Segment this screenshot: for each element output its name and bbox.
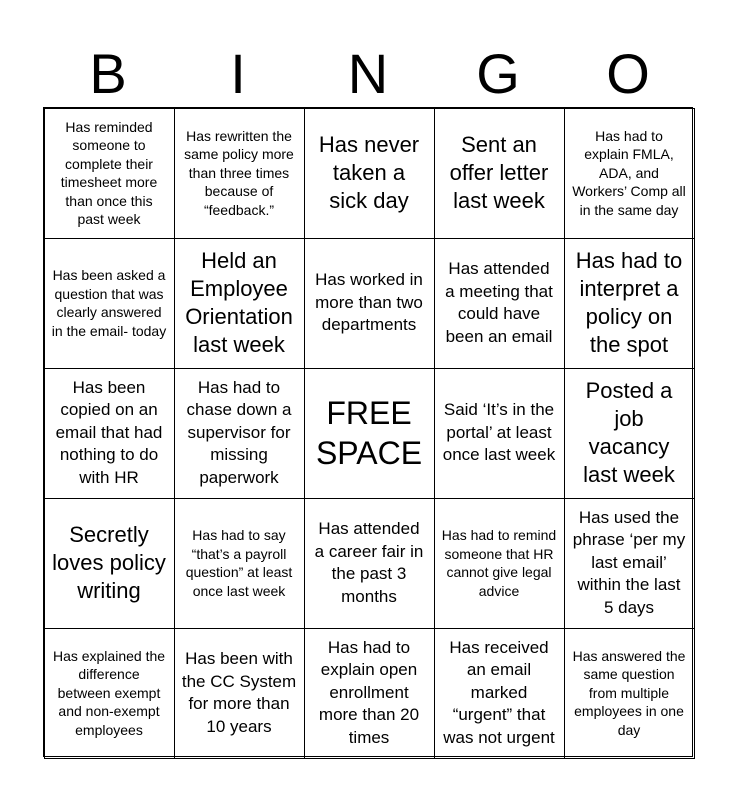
- bingo-cell[interactable]: [564, 628, 695, 759]
- cell-text: Has answered the same question from multiple employees in one day: [572, 647, 686, 738]
- header-letter-b: B: [89, 42, 127, 105]
- bingo-grid: [43, 107, 693, 757]
- bingo-cell[interactable]: [174, 108, 305, 239]
- cell-text: Posted a job vacancy last week: [583, 378, 675, 487]
- cell-text: Has had to explain FMLA, ADA, and Workers’ Comp all in the same day: [572, 127, 686, 218]
- cell-text: Has explained the difference between exempt and non-exempt employees: [52, 647, 166, 738]
- cell-text: Has never taken a sick day: [318, 132, 420, 213]
- bingo-cell[interactable]: [564, 108, 695, 239]
- free-space-cell[interactable]: [304, 368, 435, 499]
- bingo-cell[interactable]: [174, 238, 305, 369]
- bingo-cell[interactable]: [44, 108, 175, 239]
- cell-text: Has been asked a question that was clearly answered in the email- today: [51, 267, 167, 339]
- cell-text: Held an Employee Orientation last week: [185, 248, 293, 357]
- cell-text: Has had to explain open enrollment more than 20 times: [318, 637, 420, 747]
- bingo-cell[interactable]: [174, 498, 305, 629]
- bingo-header: [43, 40, 693, 108]
- cell-text: Has attended a career fair in the past 3 months: [314, 519, 424, 606]
- bingo-cell[interactable]: [44, 368, 175, 499]
- cell-text: Has had to chase down a supervisor for missing paperwork: [186, 377, 292, 487]
- bingo-cell[interactable]: [304, 628, 435, 759]
- cell-text: Has had to interpret a policy on the spot: [575, 248, 683, 357]
- bingo-cell[interactable]: [434, 238, 565, 369]
- cell-text: Has rewritten the same policy more than three times because of “feedback.”: [184, 127, 294, 218]
- bingo-cell[interactable]: [564, 368, 695, 499]
- bingo-cell[interactable]: [564, 498, 695, 629]
- cell-text: Has attended a meeting that could have been an email: [445, 259, 553, 346]
- bingo-cell[interactable]: [174, 368, 305, 499]
- bingo-cell[interactable]: [434, 368, 565, 499]
- cell-text: Has worked in more than two departments: [315, 270, 423, 335]
- header-letter-o: O: [606, 42, 650, 105]
- cell-text: FREE SPACE: [315, 395, 423, 471]
- bingo-cell[interactable]: [304, 108, 435, 239]
- bingo-cell[interactable]: [434, 108, 565, 239]
- cell-text: Has received an email marked “urgent” that was not urgent: [443, 637, 555, 747]
- cell-text: Secretly loves policy writing: [52, 522, 166, 603]
- cell-text: Sent an offer letter last week: [449, 132, 549, 213]
- bingo-cell[interactable]: [44, 628, 175, 759]
- header-letter-g: G: [476, 42, 520, 105]
- bingo-cell[interactable]: [434, 498, 565, 629]
- header-letter-i: I: [230, 42, 246, 105]
- bingo-cell[interactable]: [564, 238, 695, 369]
- cell-text: Has been copied on an email that had nothing to do with HR: [55, 377, 163, 487]
- bingo-cell[interactable]: [174, 628, 305, 759]
- cell-text: Has reminded someone to complete their timesheet more than once this past week: [60, 118, 158, 227]
- bingo-cell[interactable]: [434, 628, 565, 759]
- bingo-cell[interactable]: [44, 238, 175, 369]
- header-letter-n: N: [347, 42, 389, 105]
- bingo-cell[interactable]: [304, 498, 435, 629]
- cell-text: Said ‘It’s in the portal’ at least once last week: [442, 400, 556, 465]
- cell-text: Has had to say “that’s a payroll question” at least once last week: [185, 527, 293, 599]
- cell-text: Has had to remind someone that HR cannot give legal advice: [441, 527, 557, 599]
- bingo-cell[interactable]: [44, 498, 175, 629]
- cell-text: Has been with the CC System for more than 10 years: [181, 649, 297, 736]
- bingo-cell[interactable]: [304, 238, 435, 369]
- cell-text: Has used the phrase ‘per my last email’ within the last 5 days: [572, 507, 686, 617]
